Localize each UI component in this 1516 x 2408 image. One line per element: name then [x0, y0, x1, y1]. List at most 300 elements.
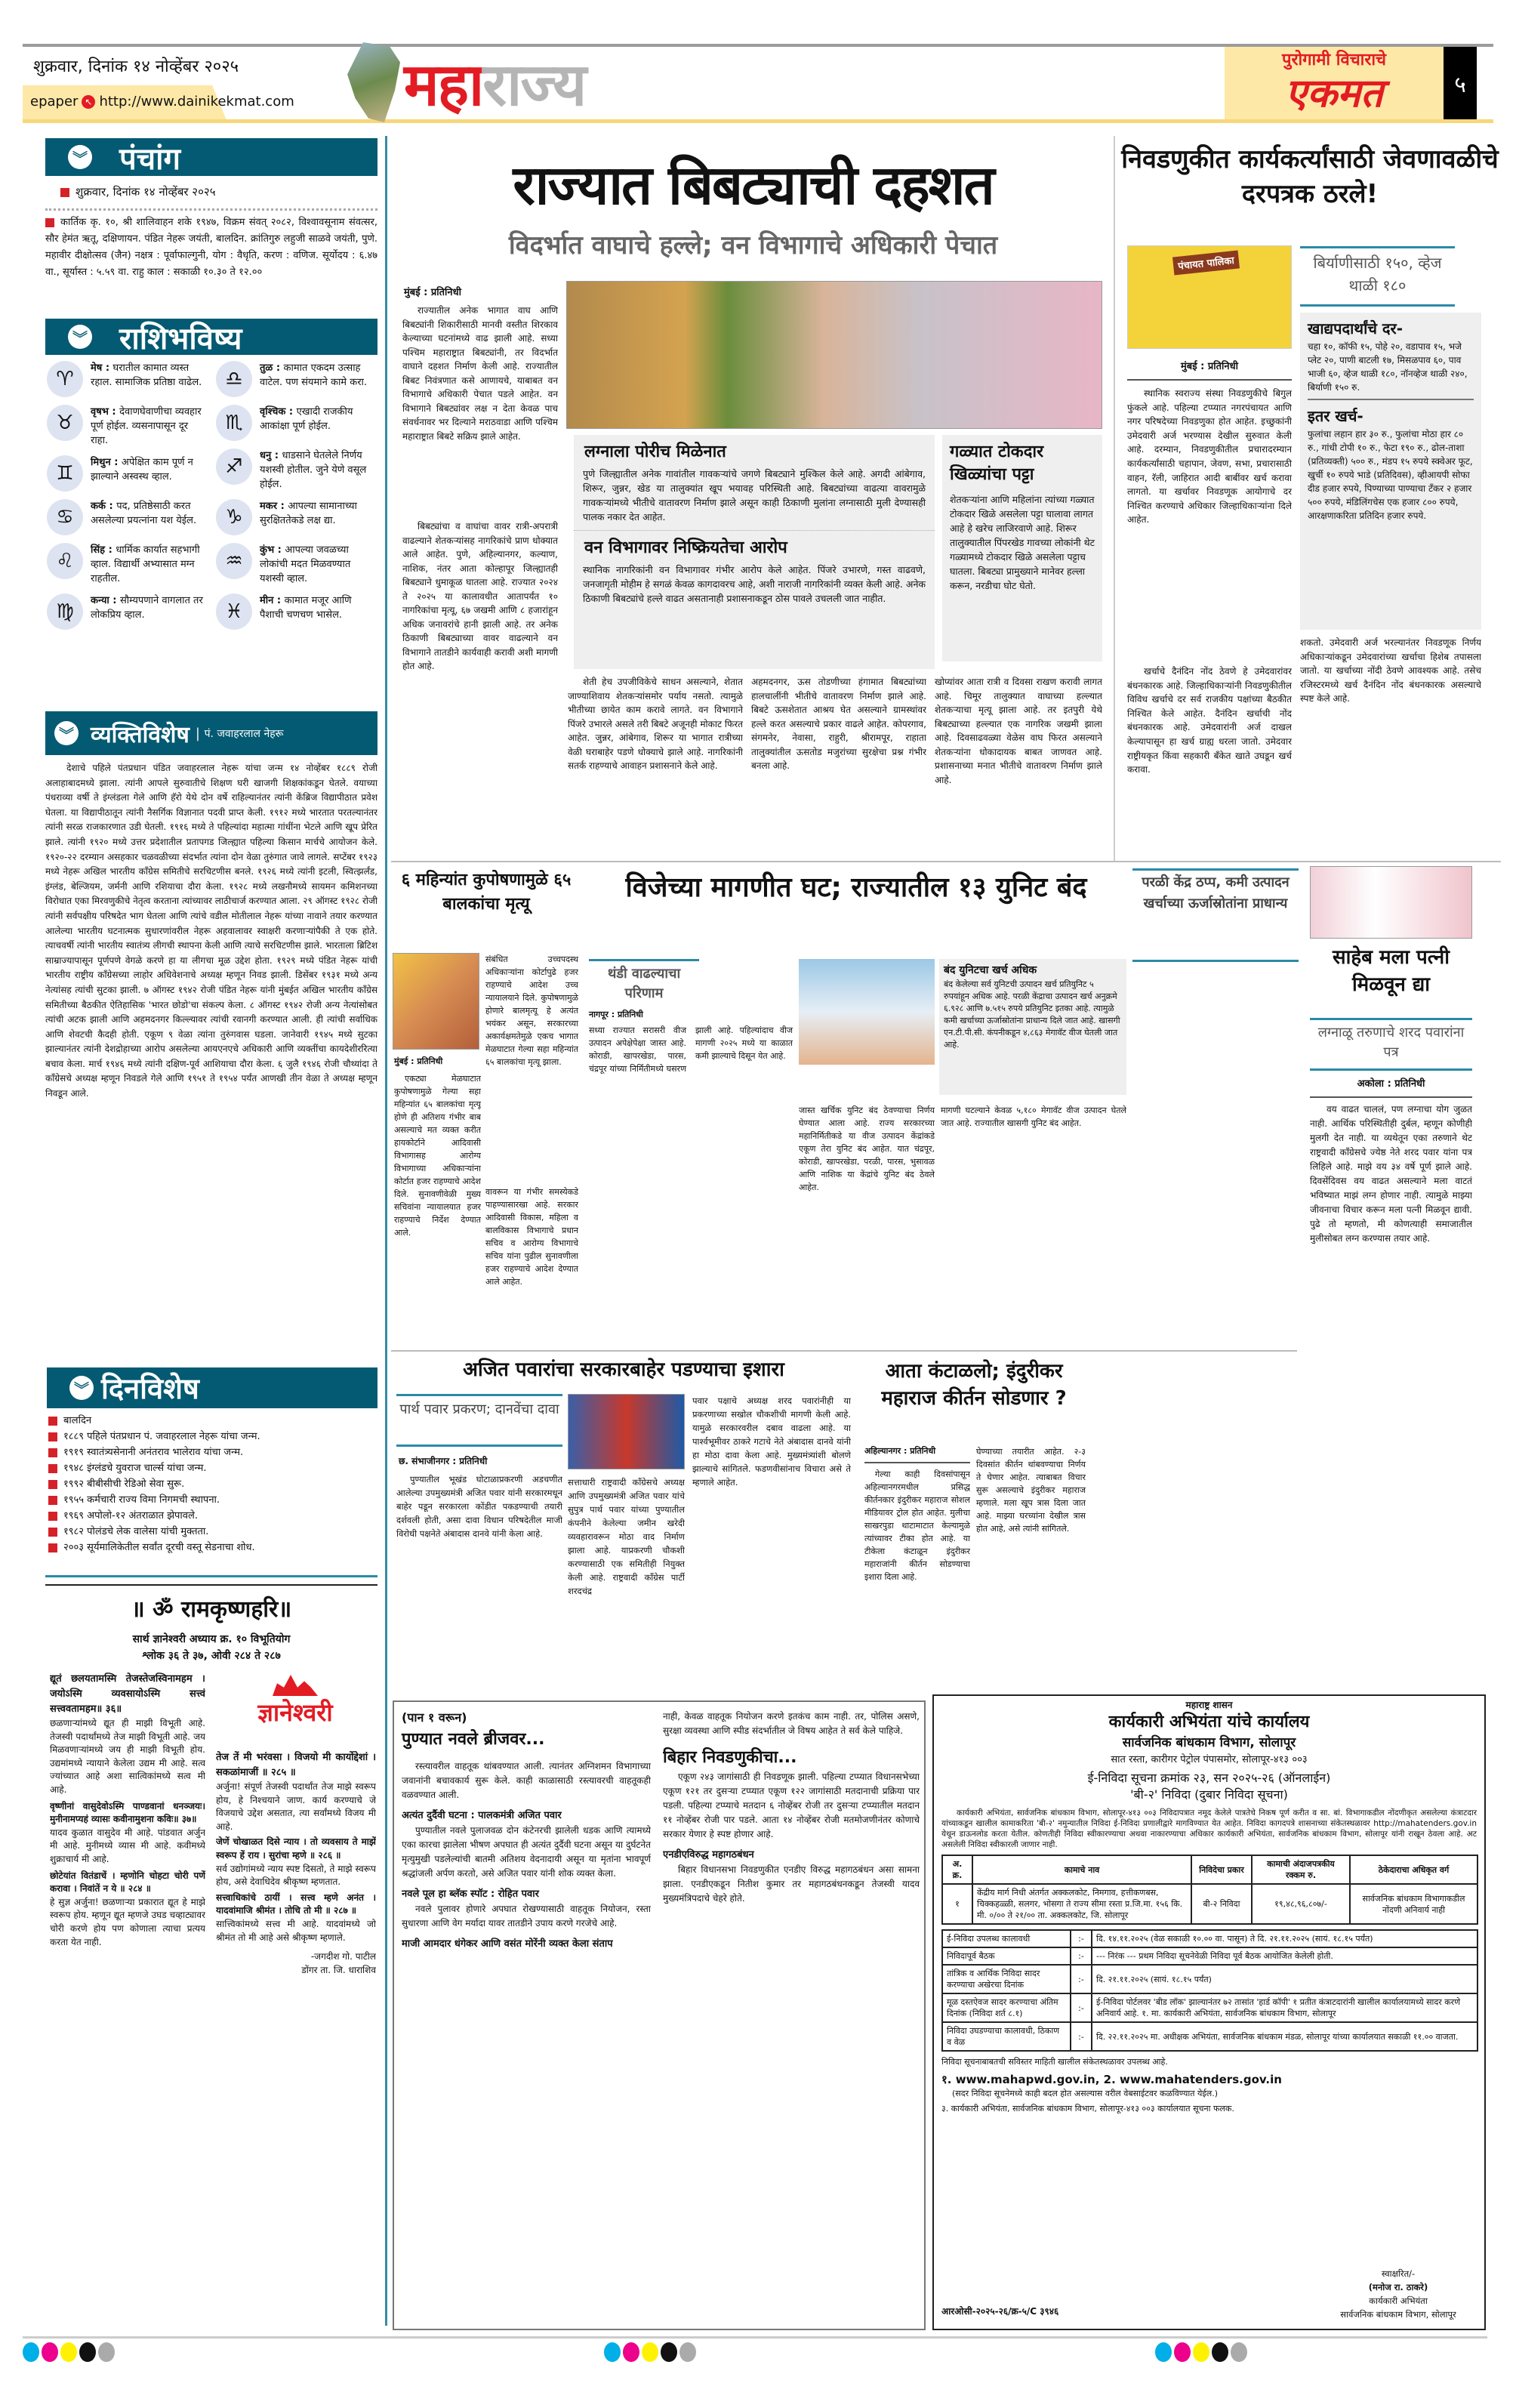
lead-subheadline: विदर्भात वाघाचे हल्ले; वन विभागाचे अधिकारी पेचात: [508, 230, 998, 261]
tender-row: [942, 1884, 1477, 1924]
vyaktivishesh-body: देशाचे पहिले पंतप्रधान पंडित जवाहरलाल नेहरू यांचा जन्म १४ नोव्हेंबर १८८९ रोजी अलाहाबादमध्ये झाला. त्यांनी आपले सुरुवातीचे शिक्षण घरी खाजगी शिक्षकांकडून घेतले. वयाच्या पंधराव्या वर्षी ते इंग्लंडला गेले आणि हॅरो येथे दोन वर्षे राहिल्यानंतर त्यांनी केंब्रिज विद्यापीठात प्रवेश घेतला. या विद्यापीठातून त्यांनी नैसर्गिक विज्ञानात पदवी प्राप्त केली. १९१२ मध्ये भारतात परतल्यानंतर त्यांनी सरळ राजकारणात उडी घेतली. १९१६ मध्ये ते पहिल्यांदा महात्मा गांधींना भेटले आणि खूप प्रेरित झाले. त्यांनी १९२० मध्ये उत्तर प्रदेशातील प्रतापगड जिल्ह्यात पहिल्या किसान मार्चचे आयोजन केले. १९२०-२२ दरम्यान असहकार चळवळीच्या संदर्भात त्यांना दोन वेळा तुरुंगात जावे लागले. सप्टेंबर १९२३ मध्ये नेहरू अखिल भारतीय काँग्रेस समितीचे सरचिटणीस बनले. १९२६ मध्ये त्यांनी इटली, स्वित्झर्लंड, इंग्लंड, बेल्जियम, जर्मनी आणि रशियाचा दौरा केला. १९२८ मध्ये लखनौमध्ये सायमन कमिशनच्या विरोधात एका मिरवणुकीचे नेतृत्व करताना त्यांच्यावर लाठीचार्ज करण्यात आला. २९ ऑगस्ट १९२८ रोजी त्यांनी सर्वपक्षीय परिषदेत भाग घेतला आणि त्यांचे वडील मोतीलाल नेहरू यांच्या नावाने तयार करण्यात आलेल्या भारतीय घटनात्मक सुधारणांवरील नेहरू अहवालावर स्वाक्षरी करणाऱ्यांपैकी ते एक होते. त्याचवर्षी त्यांनी भारतीय स्वातंत्र्य लीगची स्थापना केली आणि त्याचे सरचिटणीस झाले. भारताला ब्रिटिश साम्राज्यापासून पूर्णपणे वेगळे करणे हा या लीगचा मूळ उद्देश होता. १९२९ मध्ये पंडित नेहरू यांची भारतीय राष्ट्रीय काँग्रेसच्या लाहोर अधिवेशनाचे अध्यक्ष म्हणून निवड झाली. डिसेंबर १९३१ मध्ये अन्य नेत्यांसह त्यांची सुटका झाली. ७ ऑगस्ट १९४२ रोजी पंडित नेहरू यांनी मुंबईत अखिल भारतीय काँग्रेस समितीच्या बैठकीत ऐतिहासिक 'भारत छोडो'चा संकल्प केला. ८ ऑगस्ट १९४२ रोजी अन्य नेत्यांसोबत त्यांची अटक झाली आणि अहमदनगर किल्ल्यावर त्यांची रवानगी करण्यात आली. ही त्यांची सर्वाधिक आणि शेवटची कैदही होती. एकूण ९ वेळा त्यांना तुरुंगवास घडला. जानेवारी १९४५ मध्ये सुटका झाल्यानंतर त्यांनी देशद्रोहाच्या आरोप असलेल्या आयएनएचे अधिकारी आणि व्यक्तींचा कायदेशीररित्या बचाव केला. मार्च १९४६ मध्ये त्यांनी दक्षिण-पूर्व आशियाचा दौरा केला. ६ जुलै १९४६ रोजी चौथ्यांदा ते काँग्रेसचे अध्यक्ष म्हणून निवडले गेले आणि १९५१ ते १९५४ पर्यंत आणखी तीन वेळा ते अध्यक्ष म्हणून निवडून आले.: [45, 763, 377, 1099]
schedule-value: दि. २१.११.२०२५ (सायं. १८.१५ पर्यंत): [1092, 1965, 1477, 1993]
rashi-item: [47, 455, 208, 492]
indurikar-body-2: घेण्याच्या तयारीत आहेत. २-३ दिवसांत कीर्तन थांबवण्याचा निर्णय ते घेणार आहेत. त्याबाबत विचार सुरू असल्याचे इंदुरीकर महाराज म्हणाले. मला खूप त्रास दिला जात आहे. माझ्या घरच्यांना देखील त्रास होत आहे, असे त्यांनी सांगितले.: [976, 1447, 1086, 1534]
chevron-down-icon: ︾: [68, 145, 92, 169]
rashi-item: [47, 405, 208, 448]
food-body-2: खर्चाचे दैनंदिन नोंद ठेवणे हे उमेदवारांवर बंधनकारक आहे. जिल्हाधिकाऱ्यांनी निवडणुकीतील विविध खर्चाचे दर सर्व राजकीय पक्षांच्या बैठकीत निश्चित केले आहेत. दैनंदिन खर्चाची नोंद बंधनकारक आहे. उमेदवारांनी अर्ज दाखल केल्यापासून हा खर्च ग्राह्य धरला जातो. उमेदवार राष्ट्रीयकृत किंवा सहकारी बँकेत खाते उघडून खर्च करावा.: [1127, 666, 1292, 775]
bihar-headline: बिहार निवडणुकीचा...: [663, 1748, 797, 1767]
registration-dot: [642, 2342, 658, 2362]
bihar-sub: एनडीएविरुद्ध महागठबंधन: [663, 1849, 754, 1861]
rashi-name: सिंह :: [91, 544, 116, 556]
rashi-right-column: [216, 361, 377, 707]
schedule-label: निविदा उघडण्याचा कालावधी, ठिकाण व वेळ: [942, 2022, 1071, 2051]
cancer-icon: ♋: [47, 499, 83, 535]
registration-dot: [60, 2342, 77, 2362]
lead-body-2: बिबट्यांचा व वाघांचा वावर रात्री-अपरात्री वाढल्याने शेतकऱ्यांसह नागरिकांचे प्राण धोक्यात आले आहेत. पुणे, अहिल्यानगर, कल्याण, नाशिक, नंतर आता कोल्हापूर जिल्ह्यातही बिबट्याने धुमाकूळ घातला आहे. राज्यात २०२४ ते २०२५ या कालावधीत आतापर्यंत १० नागरिकांचा मृत्यू, ६७ जखमी आणि ८ हजारांहून अधिक जनावरांचे हानी झाली आहे. तर अनेक ठिकाणी बिबट्याच्या वावर वाढल्याने वन विभागाने तातडीने कार्यवाही करावी अशी मागणी होत आहे.: [402, 521, 558, 671]
epaper-link[interactable]: [30, 94, 294, 109]
registration-dot: [79, 2342, 96, 2362]
schedule-sep: :-: [1071, 1930, 1092, 1947]
tender-cell: १९,४८,९६,८०७/-: [1252, 1884, 1350, 1924]
sagittarius-icon: ♐: [216, 449, 252, 485]
ajit-dateline: छ. संभाजीनगर : प्रतिनिधी: [399, 1456, 488, 1466]
tender-cell: सार्वजनिक बांधकाम विभागाकडील नोंदणी अनिवार्य नाही: [1350, 1884, 1477, 1924]
bihar-text: एकूण २४३ जागांसाठी ही निवडणूक झाली. पहिल्या टप्प्यात विधानसभेच्या एकूण १२१ तर दुसऱ्या टप्प्यात एकूण १२२ जागांसाठी मतदानाची प्रक्रिया पार पडली. पहिल्या टप्प्याचे मतदान ६ नोव्हेंबर रोजी तर दुसऱ्या टप्प्यातील मतदान ११ नोव्हेंबर रोजी पार पडले. आता १४ नोव्हेंबर रोजी मतमोजणीनंतर कोणाचे सरकार येणार हे स्पष्ट होणार आहे.: [663, 1771, 920, 1839]
tender-intro: कार्यकारी अभियंता, सार्वजनिक बांधकाम विभाग, सोलापूर-४१३ ००३ निविदापत्रात नमूद केलेले पात्रतेचे निकष पूर्ण करीत व सा. बां. विभागाकडील नोंदणीकृत असलेल्या कंत्राटदार यांच्याकडून खालील कामाकरिता 'बी-२' नमुन्यातील निविदा ई-निविदा प्रणालीद्वारे मागविण्यात येत आहेत. निविदा कागदपत्रे शासनाच्या संकेतस्थळावर http://mahatenders.gov.in येथून डाऊनलोड करता येतील. कोणतीही निविदा स्वीकारण्याचा अथवा नाकारण्याचा अधिकार कार्यकारी अभियंता, सार्वजनिक बांधकाम विभाग, सोलापूर यांनी राखून ठेवला आहे. अट असलेली निविदा स्वीकारली जाणार नाही.: [941, 1808, 1477, 1849]
registration-dot: [1155, 2342, 1172, 2362]
schedule-value: दि. १४.११.२०२५ (वेळ सकाळी १०.०० वा. पासून) ते दि. २१.११.२०२५ (सायं. १८.१५ पर्यंत): [1092, 1930, 1477, 1947]
continued-tag: (पान १ वरून): [402, 1710, 467, 1725]
lead-body-5: खोप्यांवर आता रात्री व दिवसा राखण करावी लागत आहे. चिमूर तालुक्यात वाघाच्या हल्ल्यात शेतकऱ्याचा मृत्यू झाला आहे. तर इतपुरी येथे बिबट्याच्या हल्ल्यात एक नागरिक जखमी झाला आहे. दिवसाढवळ्या वेळेस वाघ फिरत असल्याने शेतकऱ्यांना धोकादायक बाबत जाणवत आहे. प्रशासनाच्या मनात भीतीचे वातावरण निर्माण झाले आहे.: [935, 677, 1102, 785]
tender-officer: (मनोज रा. ठाकरे): [1368, 2282, 1428, 2292]
vyaktivishesh-subtitle: पं. जवाहरलाल नेहरू: [204, 727, 284, 740]
panchang-date-text: शुक्रवार, दिनांक १४ नोव्हेंबर २०२५: [75, 185, 216, 199]
tender-col-header: कामाची अंदाजपत्रकीय रक्कम रु.: [1252, 1855, 1350, 1884]
dinvishesh-item: [48, 1492, 377, 1508]
rashi-prediction: धाडसाने घेतलेले निर्णय यशस्वी होतील. जुने येणे वसूल होईल.: [260, 450, 367, 490]
rashi-text: [260, 543, 377, 586]
election-cartoon: [1127, 245, 1292, 349]
dinvishesh-text: १९१९ स्वातंत्र्यसेनानी अनंतराव भालेराव यांचा जन्म.: [63, 1447, 244, 1458]
chevron-down-icon: ︾: [68, 325, 92, 349]
bullet-icon: [48, 1543, 57, 1552]
rashi-text: [260, 499, 377, 528]
box1-title: लग्नाला पोरीच मिळेनात: [584, 442, 726, 461]
taurus-icon: ♉: [47, 405, 83, 441]
power-body-2: जास्त खर्चिक युनिट बंद ठेवण्याचा निर्णय घेण्यात आला आहे. राज्य सरकारच्या महानिर्मितीकडे या वीज उत्पादन केंद्रांकडे एकूण तेरा युनिट बंद आहेत. यात चंद्रपूर, कोराडी, खापरखेडा, परळी, पारस, भुसावळ आणि नाशिक या केंद्रांचे युनिट बंद ठेवले आहेत.: [799, 1105, 935, 1192]
rashi-name: वृश्चिक :: [260, 406, 297, 418]
dinvishesh-title: दिनविशेष: [101, 1372, 199, 1405]
schedule-sep: :-: [1071, 1993, 1092, 2022]
pune-sub-2: नवले पूल हा ब्लॅक स्पॉट : रोहित पवार: [402, 1888, 539, 1900]
box2-title: वन विभागावर निष्क्रियतेचा आरोप: [584, 538, 787, 557]
power-cost-title: बंद युनिटचा खर्च अधिक: [944, 964, 1037, 976]
power-subheadline: परळी केंद्र ठप्प, कमी उत्पादन खर्चाच्या ऊर्जास्रोतांना प्राधान्य: [1132, 868, 1299, 962]
tender-signature: [1323, 2267, 1474, 2321]
rashi-item: [216, 449, 377, 492]
schedule-label: मूळ दस्तऐवज सादर करण्याचा अंतिम दिनांक (निविदा शर्त ८.१): [942, 1993, 1071, 2022]
dinvishesh-item: [48, 1508, 377, 1524]
food-rates-text: चहा १०, कॉफी १५, पोहे २०, वडापाव १५, भजे प्लेट २०, पाणी बाटली १७, मिसळपाव ६०, पाव भाजी ६०, व्हेज थाळी १८०, नॉनव्हेज थाळी २४०, बिर्याणी १५० रु.: [1308, 341, 1468, 393]
rashi-text: [260, 594, 377, 622]
rashi-name: कुंभ :: [260, 544, 285, 556]
column-divider: [385, 136, 387, 2326]
signature: -जगदीश गो. पाटील: [310, 1951, 376, 1962]
chevron-down-icon: ︾: [54, 721, 79, 745]
bullet-icon: [48, 1512, 57, 1521]
food-body-1: स्थानिक स्वराज्य संस्था निवडणुकीचे बिगुल फुंकले आहे. पहिल्या टप्प्यात नगरपंचायत आणि नगर परिषदेच्या निवडणुका होत आहेत. इच्छुकांनी उमेदवारी अर्ज भरण्यास देखील सुरुवात केली आहे. दरम्यान, निवडणुकीतील प्रचारादरम्यान कार्यकर्त्यांसाठी चहापान, जेवण, सभा, प्रचारासाठी वाहन, रॅली, जाहिरात आदी बाबींवर खर्च करावा लागतो. या खर्चावर निवडणूक आयोगाचे दर निश्चित करण्याचे अधिकार जिल्हाधिकाऱ्यांना दिले आहेत.: [1127, 388, 1292, 526]
tender-col-header: निविदेचा प्रकार: [1191, 1855, 1252, 1884]
panchang-title: पंचांग: [119, 141, 180, 177]
schedule-value: दि. २२.११.२०२५ मा. अधीक्षक अभियंता, सार्वजनिक बांधकाम मंडळ, सोलापूर यांच्या कार्यालयात सकाळी ११.०० वाजता.: [1092, 2022, 1477, 2051]
dinvishesh-item: [48, 1524, 377, 1540]
power-headline: विजेच्या मागणीत घट; राज्यातील १३ युनिट बंद: [625, 872, 1087, 903]
dnyaneshwari-subtitle1: सार्थ ज्ञानेश्वरी अध्याय क्र. १० विभूतियोग: [132, 1633, 291, 1645]
malnutrition-body-1: संबंधित उच्चपदस्थ अधिकाऱ्यांना कोर्टापुढे हजर राहण्याचे आदेश उच्च न्यायालयाने दिले. कुपोषणामुळे होणारे बालमृत्यू हे अत्यंत भयंकर असून, सरकारच्या अकार्यक्षमतेमुळे एकच भागात मेळघाटात गेल्या सहा महिन्यांत ६५ बालकांचा मृत्यू झाला.: [485, 954, 578, 1067]
registration-dot: [623, 2342, 639, 2362]
food-headline: निवडणुकीत कार्यकर्त्यांसाठी जेवणावळीचे दरपत्रक ठरले!: [1121, 144, 1499, 209]
pune-sub-3: माजी आमदार धंगेकर आणि वसंत मोरेंनी व्यक्त केला संताप: [402, 1938, 613, 1950]
scorpio-icon: ♏: [216, 405, 252, 441]
food-rates-box: [1300, 313, 1481, 630]
rashi-prediction: अपेक्षित काम पूर्ण न झाल्याने अस्वस्थ व्हाल.: [91, 457, 193, 483]
pune-right-column: [663, 1710, 920, 2326]
pune-left-column: [402, 1759, 651, 2326]
tender-col-header: अ. क्र.: [942, 1855, 972, 1884]
power-box-title: थंडी वाढल्याचा परिणाम: [589, 959, 699, 1004]
registration-dot: [23, 2342, 39, 2362]
pune-body-2: नाही, केवळ वाहतूक नियोजन करणे इतकंच काम नाही. तर, पोलिस असणे, सुरक्षा व्यवस्था आणि स्पीड संदर्भातील जे विषय आहेत ते सर्व केले पाहिजे.: [663, 1711, 920, 1736]
section-title: [404, 51, 585, 119]
rashi-name: तुळ :: [260, 362, 284, 374]
pawar-body: वय वाढत चाललं, पण लग्नाचा योग जुळत नाही. आर्थिक परिस्थितीही दुर्बल, म्हणून कोणीही मुलगी देत नाही. या व्यथेतून एका तरुणाने थेट राष्ट्रवादी काँग्रेसचे ज्येष्ठ नेते शरद पवार यांना पत्र लिहिले आहे. माझे वय ३४ वर्षे पूर्ण झाले आहे. दिवसेंदिवस वय वाढत असल्याने मला वाटतं भविष्यात माझं लग्न होणार नाही. त्यामुळे माझ्या जीवनाचा विचार करून मला पत्नी मिळवून द्यावी. पुढे तो म्हणतो, मी कोणत्याही समाजातील मुलीसोबत लग्न करण्यास तयार आहे.: [1310, 1104, 1472, 1244]
dinvishesh-item: [48, 1540, 377, 1555]
dnyaneshwari-left-col: [50, 1672, 205, 2326]
dnyaneshwari-title: ॥ ॐ रामकृष्णहरि॥: [131, 1596, 292, 1623]
rashi-name: वृषभ :: [91, 406, 120, 418]
sidebar-box-collar: [942, 435, 1102, 661]
politicians-photo: [568, 1394, 685, 1469]
panchang-header: [45, 138, 377, 176]
section-title-red: महा: [404, 51, 483, 119]
rashi-prediction: एखादी राजकीय आकांक्षा पूर्ण होईल.: [260, 406, 353, 432]
rashi-prediction: कामात एकदम उत्साह वाटेल. पण संयमाने कामे करा.: [260, 362, 368, 388]
rashi-prediction: कामात मजूर आणि पैशाची चणचण भासेल.: [260, 595, 352, 621]
bullet-icon: [48, 1464, 57, 1473]
tender-note: (सदर निविदा सूचनेमध्ये काही बदल होत असल्यास वरील वेबसाईटवर कळविण्यात येईल.): [952, 2089, 1219, 2098]
schedule-label: ई-निविदा उपलब्ध कालावधी: [942, 1930, 1071, 1947]
power-tower-photo: [799, 959, 935, 1065]
rashi-left-column: [47, 361, 208, 707]
dnyaneshwari-subtitle2: श्लोक ३६ ते ३७, ओवी २८४ ते २८७: [142, 1650, 281, 1662]
lead-body-3: शेती हेच उपजीविकेचे साधन असल्याने, शेतात जाण्याशिवाय शेतकऱ्यांसमोर पर्याय नसतो. त्यामुळे भीतीच्या छायेत काम करावे लागते. वन विभागाने पिंजरे उभारले असले तरी बिबटे अजूनही मोकाट फिरत आहेत. जुन्नर, आंबेगाव, शिरूर या भागात रात्रीच्या वेळी घराबाहेर पडणे धोक्याचे झाले आहे. नागरिकांनी सतर्क राहण्याचे आवाहन प्रशासनाने केले आहे.: [568, 677, 743, 771]
registration-marks-left: [23, 2342, 117, 2365]
website-url: http://www.dainikekmat.com: [99, 94, 294, 109]
rashi-text: [260, 405, 377, 433]
pawar-dateline: अकोला : प्रतिनिधी: [1310, 1077, 1472, 1098]
dinvishesh-text: १९९२ बीबीसीची रेडिओ सेवा सुरू.: [63, 1478, 185, 1490]
lead-body-4: अहमदनगर, ऊस तोडणीच्या हंगामात बिबट्यांच्या हालचालींनी भीतीचे वातावरण निर्माण झाले आहे. बिबटे ऊसशेतात आश्रय घेत असल्याने ग्रामस्थांवर हल्ले करत असल्याचे प्रकार वाढले आहेत. कोपरगाव, संगमनेर, नेवासा, राहुरी, श्रीरामपूर, राहाता तालुक्यांतील ऊसतोड मजुरांच्या सुरक्षेचा प्रश्न गंभीर बनला आहे.: [751, 677, 926, 771]
dinvishesh-text: १८८९ पहिले पंतप्रधान पं. जवाहरलाल नेहरू यांचा जन्म.: [63, 1431, 260, 1442]
chevron-down-icon: ︾: [69, 1376, 94, 1400]
bullet-icon: [48, 1528, 57, 1537]
epaper-label: epaper: [30, 94, 79, 109]
tender-cell: बी-२ निविदा: [1191, 1884, 1252, 1924]
panchang-details-text: कार्तिक कृ. १०, श्री शालिवाहन शके १९४७, विक्रम संवत् २०८२, विश्वावसूनाम संवत्सर, सौर हेमंत ऋतू, दक्षिणायन. पंडित नेहरू जयंती, बालदिन. क्रांतिगुरु लहुजी साळवे जयंती, पुणे. महावीर दीक्षोत्सव (जैन) नक्षत्र : पूर्वाफाल्गुनी, योग : वैधृति, करण : वणिज. सूर्योदय : ६.४७ वा., सूर्यास्त : ५.५९ वा. राहु काल : सकाळी १०.३० ते १२.००: [45, 217, 377, 278]
divider: [45, 208, 377, 211]
pune-headline: पुण्यात नवले ब्रीजवर...: [402, 1730, 545, 1749]
schedule-sep: :-: [1071, 1965, 1092, 1993]
rashi-item: [216, 361, 377, 397]
ovi-287-meaning: सात्त्विकांमध्ये सत्त्व मी आहे. यादवांमध्ये जो श्रीमंत तो मी आहे असे श्रीकृष्ण म्हणाले.: [216, 1918, 376, 1943]
rashi-text: [91, 499, 208, 528]
rashi-text: [91, 361, 208, 390]
food-rates-title: खाद्यपदार्थांचे दर-: [1308, 319, 1404, 338]
masthead-bottom-rule: [23, 119, 1493, 123]
lead-photo-collage: [566, 281, 1102, 429]
bullet-icon: [48, 1448, 57, 1457]
registration-dot: [679, 2342, 696, 2362]
epaper-arrow-icon: ↖: [82, 95, 95, 109]
tender-websites[interactable]: १. www.mahapwd.gov.in, 2. www.mahatenders.gov.in: [941, 2073, 1282, 2086]
shloka-36: द्यूतं छलयतामस्मि तेजस्तेजस्विनामहम । जयोऽस्मि व्यवसायोऽस्मि सत्त्वं सत्त्ववतामहम॥ ३६॥: [50, 1673, 205, 1715]
lead-dateline: मुंबई : प्रतिनिधी: [404, 287, 461, 298]
indurikar-dateline: अहिल्यानगर : प्रतिनिधी: [864, 1445, 970, 1463]
schedule-value: --- निरंक --- प्रथम निविदा सूचनेवेळी निविदा पूर्व बैठक आयोजित केलेली होती.: [1092, 1947, 1477, 1965]
maharashtra-map-icon: [347, 42, 400, 122]
dinvishesh-text: १९६९ अपोलो-१२ अंतराळात झेपावले.: [63, 1510, 198, 1522]
brand-box: [1225, 47, 1444, 119]
tender-cell: केंद्रीय मार्ग निधी अंतर्गत अक्कलकोट, निमगाव, हत्तीकणबस, चिक्कहळ्ळी, सलगर, भोसगा ते राज्य सीमा रस्ता प्र.जि.मा. १५६ कि. मी. ०/०० ते २१/०० ता. अक्कलकोट, जि. सोलापूर: [972, 1884, 1191, 1924]
rashi-prediction: घरातील कामात व्यस्त रहाल. सामाजिक प्रतिष्ठा वाढेल.: [91, 362, 202, 388]
ajit-body-1: पुण्यातील भूखंड घोटाळाप्रकरणी अडचणीत आलेल्या उपमुख्यमंत्री अजित पवार यांनी सरकारमधून बाहेर पडून सरकारला कोंडीत पकडण्याची तयारी दर्शवली होती, असा दावा विधान परिषदेतील माजी विरोधी पक्षनेते अंबादास दानवे यांनी केला आहे.: [396, 1474, 562, 1539]
malnutrition-body-2: एकट्या मेळघाटात कुपोषणामुळे गेल्या सहा महिन्यांत ६५ बालकांचा मृत्यू होणे ही अतिशय गंभीर बाब असल्याचे मत व्यक्त करीत हायकोर्टाने आदिवासी विभागासह आरोग्य विभागाच्या अधिकाऱ्यांना कोर्टात हजर राहण्याचे आदेश दिले. सुनावणीवेळी मुख्य सचिवांना न्यायालयात हजर राहण्याचे निर्देश देण्यात आले.: [394, 1074, 481, 1238]
tender-cell: १: [942, 1884, 972, 1924]
power-body-3: मागणी घटल्याने केवळ ५,१८० मेगावॅट वीज उत्पादन घेतले जात आहे. राज्यातील खासगी युनिट बंद आहेत.: [941, 1105, 1126, 1128]
registration-marks-center: [604, 2342, 698, 2365]
leo-icon: ♌: [47, 543, 83, 579]
ovi-285-meaning: अर्जुना! संपूर्ण तेजस्वी पदार्थांत तेज माझे स्वरूप होय, हे निश्चयाने जाण. कार्य करण्याचे जे विजयाचे उद्देश असतात, त्या सर्वांमध्ये विजय मी आहे.: [216, 1781, 376, 1832]
registration-dot: [661, 2342, 677, 2362]
dinvishesh-text: २००३ सूर्यमालिकेतील सर्वांत दूरची वस्तू सेडनाचा शोध.: [63, 1542, 255, 1553]
tender-point-3: ३. कार्यकारी अभियंता, सार्वजनिक बांधकाम विभाग, सोलापूर-४१३ ००३ कार्यालयात सूचना फलक.: [941, 2104, 1234, 2114]
dnyaneshwari-right-col: [216, 1750, 376, 2326]
food-body-3: शकतो. उमेदवारी अर्ज भरल्यानंतर निवडणूक निर्णय अधिकाऱ्यांकडून उमेदवारांच्या खर्चाचा हिशेब तपासला जातो. या खर्चाच्या नोंदी ठेवणे आवश्यक आहे. तसेच रजिस्टरमध्ये खर्च दैनंदिन नोंद बंधनकारक असल्याचे स्पष्ट केले आहे.: [1300, 637, 1481, 705]
bullet-icon: [48, 1417, 57, 1426]
box3-text: शेतकऱ्यांना आणि महिलांना त्यांच्या गळ्यात टोकदार खिळे असलेला पट्टा घालावा लागत आहे हे खरेच लाजिरवाणे आहे. शिरूर तालुक्यातील पिंपरखेड गावच्या लोकांनी थेट गळ्यामध्ये टोकदार खिळे असलेला पट्टाच घातला. बिबट्या प्रामुख्याने मानेवर हल्ला करून, नरडीचा घोट घेतो.: [950, 494, 1095, 591]
rashi-prediction: देवाणघेवाणीचा व्यवहार पूर्ण होईल. व्यसनापासून दूर राहा.: [91, 406, 202, 446]
section-title-grey: राज्य: [482, 51, 586, 119]
pawar-headline: साहेब मला पत्नी मिळवून द्या: [1333, 946, 1450, 996]
rashi-prediction: सौम्यपणाने वागलात तर लोकप्रिय व्हाल.: [91, 595, 203, 621]
rashi-text: [91, 405, 208, 448]
registration-dot: [98, 2342, 115, 2362]
temple-icon: [273, 1675, 318, 1696]
rashi-name: मेष :: [91, 362, 113, 374]
rashi-title: राशिभविष्य: [119, 321, 242, 356]
dinvishesh-list: [48, 1413, 377, 1573]
lead-body-1: राज्यातील अनेक भागात वाघ आणि बिबट्यांनी शिकारीसाठी मानवी वस्तीत शिरकाव केल्याच्या घटनांमध्ये वाढ झाली आहे. सध्या पश्चिम महाराष्ट्रात बिबट्यांनी, तर विदर्भात वाघाने दहशत निर्माण केली आहे. राज्यातील बिबट निवंत्रणात कसे आणायचे, याबाबत वन विभागाचे अधिकारी पेचात पडले आहेत. वन विभागाने बिबट्यांवर लक्ष न देता केवळ पाच संवर्धनावर भर दिल्याने मराठवाडा आणि पश्चिम महाराष्ट्रात बिबटे सक्रिय झाले आहेत.: [402, 305, 558, 442]
bihar-sub-text: बिहार विधानसभा निवडणुकीत एनडीए विरुद्ध महागठबंधन असा सामना झाला. एनडीएकडून नितीश कुमार तर महागठबंधनकडून तेजस्वी यादव मुख्यमंत्रिपदाचे चेहरे होते.: [663, 1864, 920, 1904]
schedule-sep: :-: [1071, 2022, 1092, 2051]
indurikar-body-1: गेल्या काही दिवसांपासून अहिल्यानगरमधील प्रसिद्ध कीर्तनकार इंदुरीकर महाराज सोशल मीडियावर ट्रोल होत आहेत. मुलीचा साखरपुडा थाटामाटात केल्यामुळे त्यांच्यावर टीका होत आहे. या टीकेला कंटाळून इंदुरीकर महाराजांनी कीर्तन सोडण्याचा इशारा दिला आहे.: [864, 1469, 970, 1582]
aquarius-icon: ♒: [216, 543, 252, 579]
rashi-prediction: आपल्या जवळच्या लोकांची मदत मिळवण्यात यशस्वी व्हाल.: [260, 544, 351, 584]
pawar-subheadline: लग्नाळू तरुणाचे शरद पवारांना पत्र: [1310, 1018, 1472, 1071]
registration-dot: [1174, 2342, 1191, 2362]
child-photo: [393, 953, 479, 1050]
page-number: ५: [1444, 47, 1477, 119]
divider: [45, 1575, 377, 1577]
registration-dot: [1212, 2342, 1228, 2362]
rashi-item: [216, 594, 377, 630]
rashi-item: [47, 594, 208, 630]
bullet-icon: [60, 188, 69, 197]
tender-officer-title: कार्यकारी अभियंता: [1369, 2295, 1428, 2306]
dinvishesh-item: [48, 1460, 377, 1476]
tender-notice-no: ई-निविदा सूचना क्रमांक २३, सन २०२५-२६ (ऑनलाईन): [1087, 1771, 1331, 1785]
brand-logo: एकमत: [1285, 71, 1383, 116]
ovi-284: छोटेयांत वितंडाचें । म्हणोनि चोहटा चोरी पणें करावा । निवांतें न ये ॥ २८४ ॥: [50, 1870, 205, 1895]
rashi-prediction: पद, प्रतिष्ठेसाठी करत असलेल्या प्रयत्नांना यश येईल.: [91, 501, 197, 526]
schedule-row: [942, 1947, 1477, 1965]
registration-dot: [1231, 2342, 1247, 2362]
box1-text: पुणे जिल्ह्यातील अनेक गावांतील गावकऱ्यांचे जगणे बिबट्याने मुश्किल केले आहे. अगदी आंबेगाव, शिरूर, जुन्नर, खेड या तालुक्यांत खूप भयावह परिस्थिती आहे. बिबट्यांच्या वाढत्या वावरामुळे गावकऱ्यांमध्ये भीतीचे वातावरण निर्माण झाले असून काही ठिकाणी मुलांना लग्नासाठी मुली देण्यासही पालक नकार देत आहेत.: [583, 468, 926, 523]
indurikar-headline: आता कंटाळलो; इंदुरीकर महाराज कीर्तन सोडणार ?: [881, 1360, 1067, 1410]
section-rule: [391, 861, 1501, 862]
rashi-item: [216, 405, 377, 441]
tender-table-header: [942, 1855, 1477, 1884]
dinvishesh-text: बालदिन: [63, 1415, 92, 1426]
rashi-text: [91, 543, 208, 586]
schedule-value: ई-निविदा पोर्टलवर 'बीड लॉक' झाल्यानंतर ७२ तासांत 'हार्ड कॉपी' १ प्रतीत कंत्राटदारांनी खालील कार्यालयामध्ये सादर करणे अनिवार्य आहे. १. मा. कार्यकारी अभियंता, सार्वजनिक बांधकाम विभाग, सोलापूर: [1092, 1993, 1477, 2022]
sharad-pawar-photo: [1310, 866, 1472, 939]
signature-place: डोंगर ता. जि. धाराशिव: [301, 1964, 376, 1975]
tender-work-table: [941, 1855, 1478, 1925]
registration-dot: [604, 2342, 621, 2362]
tender-info-line: निविदा सूचनाबाबतची सविस्तर माहिती खालील संकेतस्थळावर उपलब्ध आहे.: [941, 2057, 1168, 2067]
date-line: शुक्रवार, दिनांक १४ नोव्हेंबर २०२५: [33, 57, 239, 76]
brand-tagline: पुरोगामी विचाराचे: [1281, 51, 1387, 69]
dinvishesh-header: [47, 1367, 377, 1408]
tender-department: सार्वजनिक बांधकाम विभाग, सोलापूर: [1122, 1735, 1296, 1750]
ajit-subheadline: पार्थ पवार प्रकरण; दानवेंचा दावा: [396, 1394, 562, 1447]
tender-notice: [932, 1694, 1486, 2330]
ovi-285: तेज तें मी भरंवसा । विजयो मी कार्योद्देशां । सकळांमाजीं ॥ २८५ ॥: [216, 1752, 376, 1778]
ajit-body-3: पवार पक्षाचे अध्यक्ष शरद पवारांनीही या प्रकरणाच्या सखोल चौकशीची मागणी केली आहे. यामुळे सरकारवरील दबाव वाढला आहे. या पार्श्वभूमीवर ठाकरे गटाचे नेते अंबादास दानवे यांनी हा मोठा दावा केला आहे. मुख्यमंत्र्यांशी बोलणे झाल्याचे सांगितले. फडणवीसांनाच विचारा असे ते म्हणाले आहेत.: [692, 1395, 851, 1488]
ajit-headline: अजित पवारांचा सरकारबाहेर पडण्याचा इशारा: [463, 1358, 784, 1381]
tender-officer-dept: सार्वजनिक बांधकाम विभाग, सोलापूर: [1340, 2309, 1456, 2320]
pune-body-1: रस्त्यावरील वाहतूक थांबवण्यात आली. त्यानंतर अग्निशमन विभागाच्या जवानांनी बचावकार्य सुरू केले. काही काळासाठी रस्त्यावरची वाहतूकही वळवण्यात आली.: [402, 1761, 651, 1800]
rashi-item: [47, 361, 208, 397]
capricorn-icon: ♑: [216, 499, 252, 535]
bottom-rule: [23, 2336, 1487, 2339]
rashi-item: [216, 543, 377, 586]
schedule-label: तांत्रिक व आर्थिक निविदा सादर करण्याचा अखेरचा दिनांक: [942, 1965, 1071, 1993]
box2-text: स्थानिक नागरिकांनी वन विभागावर गंभीर आरोप केले आहेत. पिंजरे उभारणे, गस्त वाढवणे, जनजागृती मोहीम हे सगळं केवळ कागदावरच आहे, अशी नाराजी नागरिकांनी व्यक्त केली आहे. अनेक ठिकाणी बिबट्यांचे हल्ले वाढत असतानाही प्रशासनाकडून ठोस पावले उचलली जात नाहीत.: [583, 564, 926, 604]
food-dateline: मुंबई : प्रतिनिधी: [1127, 359, 1292, 381]
section-rule: [391, 1350, 1297, 1352]
gemini-icon: ♊: [47, 455, 83, 492]
rashi-name: धनु :: [260, 450, 282, 461]
rashi-name: मकर :: [260, 501, 288, 512]
dinvishesh-text: १९४८ इंग्लंडचे युवराज चार्ल्स यांचा जन्म.: [63, 1463, 207, 1474]
rashi-item: [216, 499, 377, 535]
registration-marks-right: [1155, 2342, 1249, 2365]
divider: [45, 1584, 377, 1586]
tender-address: सात रस्ता, कारीगर पेट्रोल पंपासमोर, सोलापूर-४१३ ००३: [1111, 1754, 1308, 1765]
tender-ref: आरओसी-२०२५-२६/क्र-५/C ३९४६: [941, 2306, 1059, 2317]
pune-sub-1: अत्यंत दुर्दैवी घटना : पालकमंत्री अजित पवार: [402, 1810, 562, 1821]
power-cost-text: बंद केलेल्या सर्व युनिटची उत्पादन खर्च प्रतियुनिट ५ रुपयांहून अधिक आहे. परळी केंद्राचा उत्पादन खर्च अनुक्रमे ६.९२८ आणि ७.५१५ रुपये प्रतियुनिट इतका आहे. त्यामुळे कमी खर्चाच्या ऊर्जास्रोतांना प्राधान्य दिले जात आहे. खासगी एन.टी.पी.सी. कंपनीकडून ४,८६३ मेगावॅट वीज घेतली जात आहे.: [944, 979, 1120, 1050]
rashi-prediction: आपल्या सामानाच्या सुरक्षिततेकडे लक्ष द्या.: [260, 501, 357, 526]
cartoon-sign: पंचायत पालिका: [1172, 251, 1240, 276]
lead-headline: राज्यात बिबट्याची दहशत: [513, 153, 994, 217]
tender-col-header: कामाचे नाव: [972, 1855, 1191, 1884]
malnutrition-body-3: वावरून या गंभीर समस्येकडे पाहण्यासारखा आहे. सरकार आदिवासी विकास, महिला व बालविकास विभागाचे प्रधान सचिव व आरोग्य विभागाचे सचिव यांना पुढील सुनावणीला हजर राहण्याचे आदेश देण्यात आले आहेत.: [485, 1187, 578, 1287]
bullet-icon: [45, 218, 54, 227]
tender-col-header: ठेकेदाराचा अधिकृत वर्ग: [1350, 1855, 1477, 1884]
malnutrition-headline: ६ महिन्यांत कुपोषणामुळे ६५ बालकांचा मृत्यू: [401, 871, 572, 914]
food-highlight: बिर्याणीसाठी १५०, व्हेज थाळी १८०: [1300, 246, 1455, 307]
box3-title: गळ्यात टोकदार खिळ्यांचा पट्टा: [950, 442, 1044, 484]
continued-box: [393, 1700, 926, 2330]
dinvishesh-text: १९५५ कर्मचारी राज्य विमा निगमची स्थापना.: [63, 1494, 220, 1506]
column-divider: [1114, 136, 1115, 861]
schedule-row: [942, 2022, 1477, 2051]
schedule-row: [942, 1930, 1477, 1947]
rashi-prediction: धार्मिक कार्यात सहभागी व्हाल. विद्यार्थी अभ्यासात मग्न राहतील.: [91, 544, 200, 584]
ovi-286: जेणें चोखाळत दिसे न्याय । तो व्यवसाय ते माझें स्वरूप हें राय । सुरांचा म्हणे ॥ २८६ ॥: [216, 1836, 376, 1861]
pune-sub-1-text: पुण्यातील नवले पुलाजवळ दोन कंटेनरची झालेली धडक आणि त्यामध्ये एका कारचा झालेला भीषण अपघात ही अत्यंत दुर्दैवी घटना असून या दुर्घटनेत मृत्युमुखी पडलेल्यांची बातमी अतिशय वेदनादायी असून या मृतांना भावपूर्ण श्रद्धांजली अर्पण करतो, असे अजित पवार यांनी शोक व्यक्त केला.: [402, 1825, 651, 1879]
tender-gov: महाराष्ट्र शासन: [1185, 1700, 1233, 1710]
ovi-284-meaning: हे सुज्ञ अर्जुना! छळणाऱ्या प्रकारात द्यूत हे माझे स्वरूप होय. म्हणून द्यूत म्हणजे उघड चव्हाट्यावर चोरी करणे होय पण कोणाला त्याचा प्रत्यय करता येत नाही.: [50, 1896, 205, 1947]
power-dateline: नागपूर : प्रतिनिधी: [589, 1010, 643, 1019]
ovi-286-meaning: सर्व उद्योगांमध्ये न्याय स्पष्ट दिसतो, ते माझे स्वरूप होय, असे देवाधिदेव श्रीकृष्ण म्हणतात.: [216, 1863, 376, 1888]
rashi-text: [260, 361, 377, 390]
virgo-icon: ♍: [47, 594, 83, 630]
pune-sub-2-text: नवले पुलावर होणारे अपघात रोखण्यासाठी वाहतूक नियोजन, रस्ता सुधारणा आणि वेग मर्यादा यावर तातडीने उपाय करणे गरजेचे आहे.: [402, 1904, 651, 1929]
dinvishesh-item: [48, 1413, 377, 1429]
bullet-icon: [48, 1480, 57, 1489]
schedule-sep: :-: [1071, 1947, 1092, 1965]
dinvishesh-item: [48, 1444, 377, 1460]
rashi-text: [91, 455, 208, 484]
libra-icon: ♎: [216, 361, 252, 397]
rashi-name: कर्क :: [91, 501, 117, 512]
tender-title: कार्यकारी अभियंता यांचे कार्यालय: [1108, 1713, 1310, 1731]
rashi-header: [45, 319, 377, 355]
rashi-text: [260, 449, 377, 492]
registration-dot: [1193, 2342, 1209, 2362]
ovi-287: सत्त्वाधिकांचे ठायीं । सत्त्व म्हणे अनंत । यादवांमाजि श्रीमंत । तोचि तो मी ॥ २८७ ॥: [216, 1892, 376, 1916]
schedule-row: [942, 1993, 1477, 2022]
aries-icon: ♈: [47, 361, 83, 397]
dinvishesh-item: [48, 1476, 377, 1492]
rashi-item: [47, 499, 208, 535]
bullet-icon: [48, 1432, 57, 1441]
tender-notice-type: 'बी-२' निविदा (दुबार निविदा सूचना): [1130, 1787, 1288, 1802]
registration-dot: [42, 2342, 58, 2362]
malnutrition-dateline: मुंबई : प्रतिनिधी: [394, 1056, 443, 1066]
vyaktivishesh-title: व्यक्तिविशेष: [91, 721, 190, 748]
ajit-body-2: सत्ताधारी राष्ट्रवादी काँग्रेसचे अध्यक्ष आणि उपमुख्यमंत्री अजित पवार यांचे सुपुत्र पार्थ पवार यांच्या पुण्यातील कंपनीने केलेल्या जमीन खरेदी व्यवहारावरून मोठा वाद निर्माण झाला आहे. याप्रकरणी चौकशी करण्यासाठी एक समितीही नियुक्त केली आहे. राष्ट्रवादी काँग्रेस पार्टी शरदचंद्र: [568, 1477, 685, 1596]
other-costs-text: फुलांचा लहान हार ३० रु., फुलांचा मोठा हार ८० रु., गांधी टोपी १० रु., फेटा १९० रु., ढोल-ताशा (प्रतिव्यक्ती) ५०० रु., मंडप १५ रुपये स्क्वेअर फूट, खुर्ची १० रुपये भाडे (प्रतिदिवस), व्हीआयपी सोफा दीड हजार रुपये, पिण्याच्या पाण्याचा टँकर २ हजार ५०० रुपये, मंडिलिंगचेस एक हजार ८०० रुपये, आरक्षणाकरिता प्रतिदिन हजार रुपये.: [1308, 429, 1473, 521]
dnyaneshwari-logo: [217, 1675, 373, 1744]
sidebar-box-wedding: [574, 435, 935, 669]
rashi-name: मीन :: [260, 595, 285, 606]
vyaktivishesh-header: ︾ व्यक्तिविशेष | पं. जवाहरलाल नेहरू: [45, 711, 377, 755]
panchang-details: [45, 214, 377, 314]
other-costs-title: इतर खर्च-: [1308, 407, 1363, 425]
power-body-1: सध्या राज्यात सरासरी वीज उत्पादन अपेक्षेपेक्षा जास्त आहे. कोराडी, खापरखेडा, पारस, चंद्रपूर यांच्या निर्मितीमध्ये घसरण झाली आहे. पहिल्यांदाच वीज मागणी २०२५ मध्ये या काळात कमी झाल्याचे दिसून येत आहे.: [589, 1025, 793, 1074]
dinvishesh-text: १९८२ पोलंडचे लेक वालेसा यांची मुक्तता.: [63, 1526, 209, 1537]
shloka-37-meaning: यादव कुळात वासुदेव मी आहे. पांडवात अर्जुन मी आहे. मुनीमध्ये व्यास मी आहे. कवीमध्ये शुक्राचार्य मी आहे.: [50, 1827, 205, 1864]
schedule-label: निविदापूर्व बैठक: [942, 1947, 1071, 1965]
power-cost-box: [939, 959, 1126, 1095]
shloka-37: वृष्णीनां वासुदेवोऽस्मि पाण्डवानां धनञ्जयः। मुनीनामप्यहं व्यासः कवीनामुशना कविः॥ ३७॥: [50, 1800, 205, 1825]
shloka-36-meaning: छळणाऱ्यांमध्ये द्यूत ही माझी विभूती आहे. तेजस्वी पदार्थांमध्ये तेज माझी विभूती आहे. जय मिळवणाऱ्यांमध्ये जय ही माझी विभूती होय. उद्यमांमध्ये न्यायाने केलेला उद्यम मी आहे. सत्व ज्यांच्यात आहे अशा सात्विकांमध्ये सत्व मी आहे.: [50, 1718, 205, 1795]
rashi-item: [47, 543, 208, 586]
tender-signed: स्वाक्षरित/-: [1381, 2268, 1416, 2279]
dnyaneshwari-logo-text: ज्ञानेश्वरी: [257, 1698, 333, 1727]
rashi-name: मिथुन :: [91, 457, 122, 468]
panchang-date: [60, 183, 216, 200]
rashi-text: [91, 594, 208, 622]
bullet-icon: [48, 1496, 57, 1505]
tender-schedule-table: [941, 1929, 1478, 2052]
schedule-row: [942, 1965, 1477, 1993]
